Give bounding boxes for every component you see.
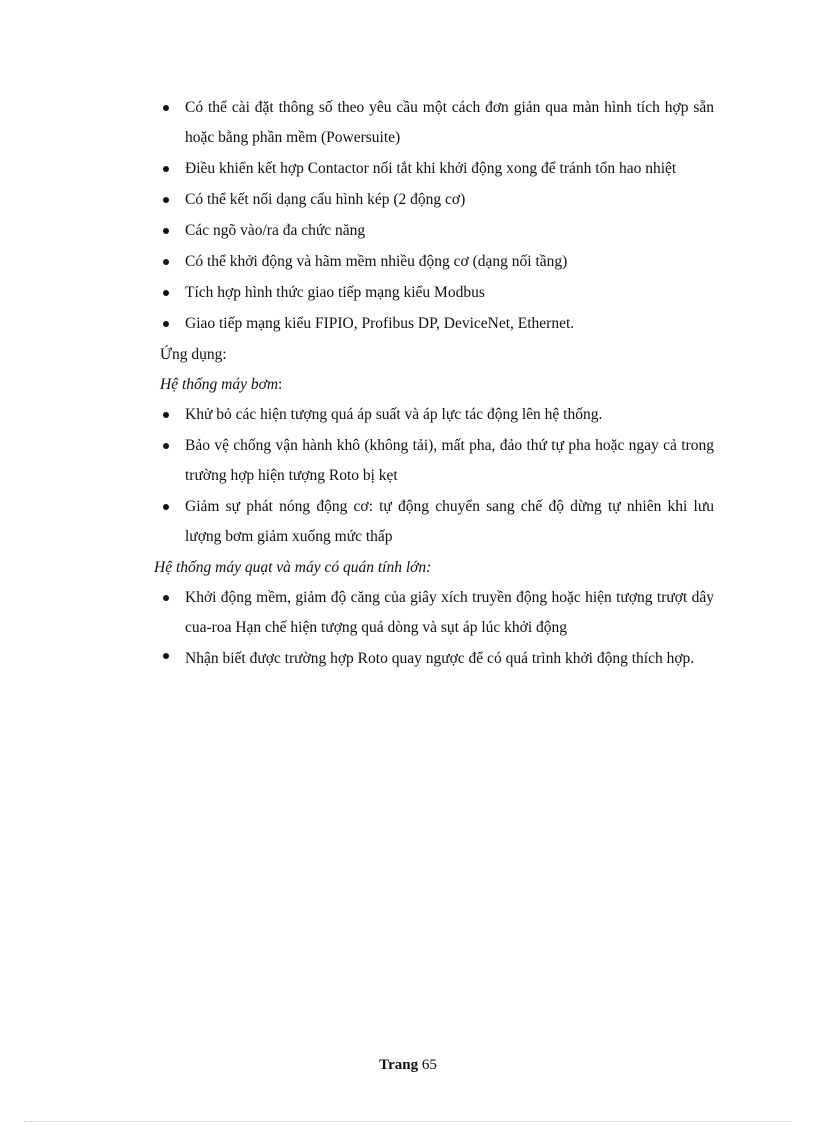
page-content <box>154 93 714 675</box>
bullet-icon <box>163 105 169 111</box>
list-item: Khử bỏ các hiện tượng quá áp suất và áp lực tác động lên hệ thống. <box>154 400 714 430</box>
page-divider <box>24 1121 792 1122</box>
bullet-icon <box>163 412 169 418</box>
bullet-icon <box>163 197 169 203</box>
list-item: Bảo vệ chống vận hành khô (không tải), mất pha, đảo thứ tự pha hoặc ngay cả trong trường hợp hiện tượng Roto bị kẹt <box>154 431 714 491</box>
list-item: Khởi động mềm, giảm độ căng của giây xích truyền động hoặc hiện tượng trượt dây cua-roa Hạn chế hiện tượng quá dòng và sụt áp lúc khởi động <box>154 583 714 643</box>
list-item: Có thể kết nối dạng cấu hình kép (2 động cơ) <box>154 185 714 215</box>
list-item: Có thể khởi động và hãm mềm nhiều động cơ (dạng nối tầng) <box>154 247 714 277</box>
feature-list <box>154 93 714 339</box>
list-item: Điều khiển kết hợp Contactor nối tắt khi khởi động xong để tránh tổn hao nhiệt <box>154 154 714 184</box>
list-item: Các ngõ vào/ra đa chức năng <box>154 216 714 246</box>
page-label: Trang <box>379 1057 419 1073</box>
bullet-icon <box>163 595 169 601</box>
bullet-icon <box>163 321 169 327</box>
bullet-icon <box>163 653 169 659</box>
fan-list <box>154 583 714 674</box>
bullet-icon <box>163 504 169 510</box>
list-item: Giảm sự phát nóng động cơ: tự động chuyển sang chế độ dừng tự nhiên khi lưu lượng bơm giảm xuống mức thấp <box>154 492 714 552</box>
list-item: Giao tiếp mạng kiểu FIPIO, Profibus DP, DeviceNet, Ethernet. <box>154 309 714 339</box>
list-item: Có thể cài đặt thông số theo yêu cầu một cách đơn giản qua màn hình tích hợp sẵn hoặc bằng phần mềm (Powersuite) <box>154 93 714 153</box>
list-item: Nhận biết được trường hợp Roto quay ngược để có quá trình khởi động thích hợp. <box>154 644 714 674</box>
fan-section-heading: Hệ thống máy quạt và máy có quán tính lớn: <box>154 559 432 576</box>
bullet-icon <box>163 443 169 449</box>
bullet-icon <box>163 228 169 234</box>
bullet-icon <box>163 290 169 296</box>
list-item: Tích hợp hình thức giao tiếp mạng kiểu Modbus <box>154 278 714 308</box>
bullet-icon <box>163 166 169 172</box>
applications-heading: Ứng dụng: <box>160 346 227 363</box>
bullet-icon <box>163 259 169 265</box>
pump-section-heading: Hệ thống máy bơm: <box>160 376 283 393</box>
page-number: 65 <box>421 1057 437 1073</box>
page-footer <box>0 1057 816 1074</box>
pump-list <box>154 400 714 552</box>
